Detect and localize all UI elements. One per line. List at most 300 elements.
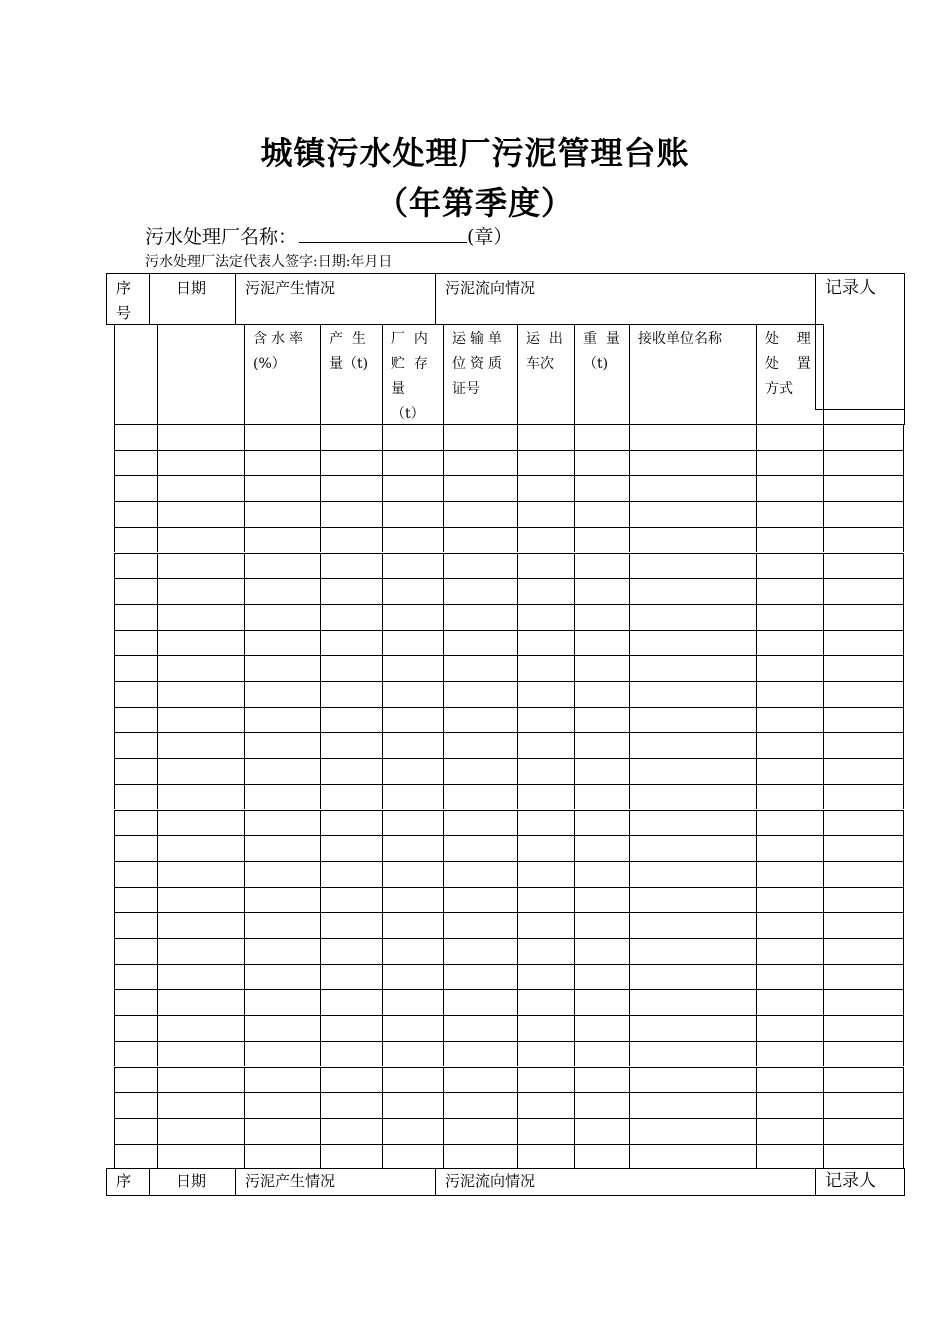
table-cell[interactable] bbox=[756, 501, 823, 527]
table-cell[interactable] bbox=[629, 527, 756, 553]
table-cell[interactable] bbox=[517, 655, 574, 681]
table-cell[interactable] bbox=[244, 758, 320, 784]
table-cell[interactable] bbox=[756, 604, 823, 630]
table-cell[interactable] bbox=[157, 758, 244, 784]
table-cell[interactable] bbox=[382, 655, 443, 681]
table-cell[interactable] bbox=[756, 655, 823, 681]
table-cell[interactable] bbox=[574, 758, 629, 784]
table-cell[interactable] bbox=[157, 989, 244, 1015]
table-cell[interactable] bbox=[320, 784, 382, 810]
table-cell[interactable] bbox=[629, 1041, 756, 1067]
table-cell[interactable] bbox=[244, 527, 320, 553]
table-cell[interactable] bbox=[823, 450, 904, 476]
table-cell[interactable] bbox=[382, 887, 443, 913]
table-cell[interactable] bbox=[320, 810, 382, 836]
table-cell[interactable] bbox=[382, 604, 443, 630]
table-cell[interactable] bbox=[756, 527, 823, 553]
table-cell[interactable] bbox=[823, 475, 904, 501]
table-cell[interactable] bbox=[114, 887, 157, 913]
table-cell[interactable] bbox=[382, 758, 443, 784]
table-cell[interactable] bbox=[517, 501, 574, 527]
table-cell[interactable] bbox=[823, 1067, 904, 1093]
table-cell[interactable] bbox=[629, 578, 756, 604]
table-cell[interactable] bbox=[517, 835, 574, 861]
table-cell[interactable] bbox=[382, 475, 443, 501]
table-cell[interactable] bbox=[517, 861, 574, 887]
table-cell[interactable] bbox=[574, 887, 629, 913]
table-cell[interactable] bbox=[244, 604, 320, 630]
table-cell[interactable] bbox=[157, 1041, 244, 1067]
table-cell[interactable] bbox=[244, 1118, 320, 1144]
table-cell[interactable] bbox=[756, 912, 823, 938]
table-cell[interactable] bbox=[574, 655, 629, 681]
table-cell[interactable] bbox=[574, 1015, 629, 1041]
table-cell[interactable] bbox=[756, 964, 823, 990]
table-cell[interactable] bbox=[320, 835, 382, 861]
table-cell[interactable] bbox=[244, 655, 320, 681]
table-cell[interactable] bbox=[114, 1041, 157, 1067]
table-cell[interactable] bbox=[114, 450, 157, 476]
table-cell[interactable] bbox=[114, 938, 157, 964]
table-cell[interactable] bbox=[629, 1118, 756, 1144]
table-cell[interactable] bbox=[157, 810, 244, 836]
table-cell[interactable] bbox=[756, 861, 823, 887]
table-cell[interactable] bbox=[157, 707, 244, 733]
table-cell[interactable] bbox=[517, 989, 574, 1015]
table-cell[interactable] bbox=[823, 835, 904, 861]
table-cell[interactable] bbox=[157, 475, 244, 501]
table-cell[interactable] bbox=[629, 630, 756, 656]
table-cell[interactable] bbox=[517, 578, 574, 604]
table-cell[interactable] bbox=[382, 861, 443, 887]
table-cell[interactable] bbox=[443, 424, 517, 450]
table-cell[interactable] bbox=[114, 1067, 157, 1093]
table-cell[interactable] bbox=[157, 912, 244, 938]
table-cell[interactable] bbox=[382, 1041, 443, 1067]
table-cell[interactable] bbox=[320, 655, 382, 681]
table-cell[interactable] bbox=[756, 578, 823, 604]
table-cell[interactable] bbox=[443, 989, 517, 1015]
table-cell[interactable] bbox=[443, 912, 517, 938]
table-cell[interactable] bbox=[114, 989, 157, 1015]
table-cell[interactable] bbox=[244, 1041, 320, 1067]
table-cell[interactable] bbox=[823, 784, 904, 810]
table-cell[interactable] bbox=[756, 887, 823, 913]
table-cell[interactable] bbox=[629, 1015, 756, 1041]
table-cell[interactable] bbox=[443, 1144, 517, 1170]
table-cell[interactable] bbox=[443, 1015, 517, 1041]
table-cell[interactable] bbox=[629, 887, 756, 913]
table-cell[interactable] bbox=[114, 1015, 157, 1041]
table-cell[interactable] bbox=[574, 1067, 629, 1093]
table-cell[interactable] bbox=[517, 758, 574, 784]
table-cell[interactable] bbox=[756, 1144, 823, 1170]
table-cell[interactable] bbox=[382, 501, 443, 527]
table-cell[interactable] bbox=[443, 578, 517, 604]
table-cell[interactable] bbox=[157, 732, 244, 758]
table-cell[interactable] bbox=[382, 938, 443, 964]
table-cell[interactable] bbox=[244, 912, 320, 938]
table-cell[interactable] bbox=[574, 1118, 629, 1144]
table-cell[interactable] bbox=[320, 861, 382, 887]
table-cell[interactable] bbox=[443, 861, 517, 887]
table-cell[interactable] bbox=[157, 681, 244, 707]
table-cell[interactable] bbox=[443, 553, 517, 579]
table-cell[interactable] bbox=[244, 1015, 320, 1041]
table-cell[interactable] bbox=[574, 1041, 629, 1067]
table-cell[interactable] bbox=[629, 1092, 756, 1118]
table-cell[interactable] bbox=[629, 912, 756, 938]
table-cell[interactable] bbox=[517, 912, 574, 938]
table-cell[interactable] bbox=[574, 938, 629, 964]
table-cell[interactable] bbox=[114, 964, 157, 990]
plant-name-blank[interactable] bbox=[299, 224, 467, 243]
table-cell[interactable] bbox=[443, 1041, 517, 1067]
table-cell[interactable] bbox=[443, 501, 517, 527]
table-cell[interactable] bbox=[382, 1118, 443, 1144]
table-cell[interactable] bbox=[823, 1118, 904, 1144]
table-cell[interactable] bbox=[114, 1118, 157, 1144]
table-cell[interactable] bbox=[320, 758, 382, 784]
table-cell[interactable] bbox=[443, 810, 517, 836]
table-cell[interactable] bbox=[320, 732, 382, 758]
table-cell[interactable] bbox=[382, 630, 443, 656]
table-cell[interactable] bbox=[823, 964, 904, 990]
table-cell[interactable] bbox=[443, 784, 517, 810]
table-cell[interactable] bbox=[382, 732, 443, 758]
table-cell[interactable] bbox=[157, 424, 244, 450]
table-cell[interactable] bbox=[574, 912, 629, 938]
table-cell[interactable] bbox=[823, 630, 904, 656]
table-cell[interactable] bbox=[574, 424, 629, 450]
table-cell[interactable] bbox=[629, 938, 756, 964]
table-cell[interactable] bbox=[517, 1092, 574, 1118]
table-cell[interactable] bbox=[823, 527, 904, 553]
table-cell[interactable] bbox=[320, 553, 382, 579]
table-cell[interactable] bbox=[574, 527, 629, 553]
table-cell[interactable] bbox=[756, 1015, 823, 1041]
table-cell[interactable] bbox=[114, 604, 157, 630]
table-cell[interactable] bbox=[443, 887, 517, 913]
table-cell[interactable] bbox=[114, 784, 157, 810]
table-cell[interactable] bbox=[244, 475, 320, 501]
table-cell[interactable] bbox=[517, 681, 574, 707]
table-cell[interactable] bbox=[320, 1067, 382, 1093]
table-cell[interactable] bbox=[574, 501, 629, 527]
table-cell[interactable] bbox=[382, 810, 443, 836]
table-cell[interactable] bbox=[823, 578, 904, 604]
table-cell[interactable] bbox=[382, 1092, 443, 1118]
table-cell[interactable] bbox=[157, 527, 244, 553]
table-cell[interactable] bbox=[114, 861, 157, 887]
table-cell[interactable] bbox=[756, 450, 823, 476]
table-cell[interactable] bbox=[244, 810, 320, 836]
table-cell[interactable] bbox=[823, 1092, 904, 1118]
table-cell[interactable] bbox=[114, 424, 157, 450]
table-cell[interactable] bbox=[517, 810, 574, 836]
table-cell[interactable] bbox=[320, 681, 382, 707]
table-cell[interactable] bbox=[382, 681, 443, 707]
table-cell[interactable] bbox=[629, 784, 756, 810]
table-cell[interactable] bbox=[320, 1092, 382, 1118]
table-cell[interactable] bbox=[574, 553, 629, 579]
table-cell[interactable] bbox=[574, 835, 629, 861]
table-cell[interactable] bbox=[629, 1144, 756, 1170]
table-cell[interactable] bbox=[382, 450, 443, 476]
table-cell[interactable] bbox=[114, 835, 157, 861]
table-cell[interactable] bbox=[244, 861, 320, 887]
table-cell[interactable] bbox=[382, 784, 443, 810]
table-cell[interactable] bbox=[244, 887, 320, 913]
table-cell[interactable] bbox=[629, 655, 756, 681]
table-cell[interactable] bbox=[823, 655, 904, 681]
table-cell[interactable] bbox=[443, 938, 517, 964]
table-cell[interactable] bbox=[244, 578, 320, 604]
table-cell[interactable] bbox=[244, 681, 320, 707]
table-cell[interactable] bbox=[823, 1041, 904, 1067]
table-cell[interactable] bbox=[157, 1067, 244, 1093]
table-cell[interactable] bbox=[574, 475, 629, 501]
table-cell[interactable] bbox=[382, 964, 443, 990]
table-cell[interactable] bbox=[320, 912, 382, 938]
table-cell[interactable] bbox=[382, 989, 443, 1015]
table-cell[interactable] bbox=[823, 1144, 904, 1170]
table-cell[interactable] bbox=[320, 1118, 382, 1144]
table-cell[interactable] bbox=[157, 861, 244, 887]
table-cell[interactable] bbox=[382, 707, 443, 733]
table-cell[interactable] bbox=[114, 527, 157, 553]
table-cell[interactable] bbox=[517, 732, 574, 758]
table-cell[interactable] bbox=[756, 707, 823, 733]
table-cell[interactable] bbox=[823, 758, 904, 784]
table-cell[interactable] bbox=[320, 887, 382, 913]
table-cell[interactable] bbox=[823, 1015, 904, 1041]
table-cell[interactable] bbox=[443, 681, 517, 707]
table-cell[interactable] bbox=[443, 655, 517, 681]
table-cell[interactable] bbox=[443, 758, 517, 784]
table-cell[interactable] bbox=[756, 1118, 823, 1144]
table-cell[interactable] bbox=[114, 912, 157, 938]
table-cell[interactable] bbox=[443, 630, 517, 656]
table-cell[interactable] bbox=[443, 527, 517, 553]
table-cell[interactable] bbox=[157, 450, 244, 476]
table-cell[interactable] bbox=[157, 1092, 244, 1118]
table-cell[interactable] bbox=[443, 604, 517, 630]
table-cell[interactable] bbox=[320, 424, 382, 450]
table-cell[interactable] bbox=[517, 1015, 574, 1041]
table-cell[interactable] bbox=[517, 630, 574, 656]
table-cell[interactable] bbox=[244, 989, 320, 1015]
table-cell[interactable] bbox=[244, 964, 320, 990]
table-cell[interactable] bbox=[756, 732, 823, 758]
table-cell[interactable] bbox=[517, 964, 574, 990]
table-cell[interactable] bbox=[823, 707, 904, 733]
table-cell[interactable] bbox=[517, 475, 574, 501]
table-cell[interactable] bbox=[756, 784, 823, 810]
table-cell[interactable] bbox=[382, 553, 443, 579]
table-cell[interactable] bbox=[157, 1015, 244, 1041]
table-cell[interactable] bbox=[629, 604, 756, 630]
table-cell[interactable] bbox=[823, 501, 904, 527]
table-cell[interactable] bbox=[114, 681, 157, 707]
table-cell[interactable] bbox=[756, 475, 823, 501]
table-cell[interactable] bbox=[517, 527, 574, 553]
table-cell[interactable] bbox=[574, 450, 629, 476]
table-cell[interactable] bbox=[574, 630, 629, 656]
table-cell[interactable] bbox=[244, 938, 320, 964]
table-cell[interactable] bbox=[443, 1067, 517, 1093]
table-cell[interactable] bbox=[629, 681, 756, 707]
table-cell[interactable] bbox=[629, 989, 756, 1015]
table-cell[interactable] bbox=[157, 938, 244, 964]
table-cell[interactable] bbox=[629, 450, 756, 476]
table-cell[interactable] bbox=[114, 732, 157, 758]
table-cell[interactable] bbox=[629, 553, 756, 579]
table-cell[interactable] bbox=[629, 861, 756, 887]
table-cell[interactable] bbox=[823, 681, 904, 707]
table-cell[interactable] bbox=[320, 1041, 382, 1067]
table-cell[interactable] bbox=[629, 501, 756, 527]
table-cell[interactable] bbox=[320, 989, 382, 1015]
table-cell[interactable] bbox=[382, 835, 443, 861]
table-cell[interactable] bbox=[629, 1067, 756, 1093]
table-cell[interactable] bbox=[574, 732, 629, 758]
table-cell[interactable] bbox=[756, 758, 823, 784]
table-cell[interactable] bbox=[244, 553, 320, 579]
table-cell[interactable] bbox=[443, 450, 517, 476]
table-cell[interactable] bbox=[629, 475, 756, 501]
table-cell[interactable] bbox=[244, 630, 320, 656]
table-cell[interactable] bbox=[157, 784, 244, 810]
table-cell[interactable] bbox=[443, 707, 517, 733]
table-cell[interactable] bbox=[157, 578, 244, 604]
table-cell[interactable] bbox=[320, 450, 382, 476]
table-cell[interactable] bbox=[574, 989, 629, 1015]
table-cell[interactable] bbox=[517, 707, 574, 733]
table-cell[interactable] bbox=[244, 784, 320, 810]
table-cell[interactable] bbox=[823, 938, 904, 964]
table-cell[interactable] bbox=[157, 887, 244, 913]
table-cell[interactable] bbox=[157, 655, 244, 681]
table-cell[interactable] bbox=[756, 1041, 823, 1067]
table-cell[interactable] bbox=[320, 1144, 382, 1170]
table-cell[interactable] bbox=[320, 501, 382, 527]
table-cell[interactable] bbox=[114, 630, 157, 656]
table-cell[interactable] bbox=[574, 1092, 629, 1118]
table-cell[interactable] bbox=[517, 553, 574, 579]
table-cell[interactable] bbox=[629, 964, 756, 990]
table-cell[interactable] bbox=[114, 475, 157, 501]
table-cell[interactable] bbox=[517, 424, 574, 450]
table-cell[interactable] bbox=[756, 424, 823, 450]
table-cell[interactable] bbox=[382, 1067, 443, 1093]
table-cell[interactable] bbox=[114, 810, 157, 836]
table-cell[interactable] bbox=[756, 938, 823, 964]
table-cell[interactable] bbox=[382, 912, 443, 938]
table-cell[interactable] bbox=[629, 732, 756, 758]
table-cell[interactable] bbox=[244, 1092, 320, 1118]
table-cell[interactable] bbox=[320, 578, 382, 604]
table-cell[interactable] bbox=[823, 989, 904, 1015]
table-cell[interactable] bbox=[320, 527, 382, 553]
table-cell[interactable] bbox=[823, 912, 904, 938]
table-cell[interactable] bbox=[443, 1118, 517, 1144]
table-cell[interactable] bbox=[244, 732, 320, 758]
table-cell[interactable] bbox=[756, 810, 823, 836]
table-cell[interactable] bbox=[443, 732, 517, 758]
table-cell[interactable] bbox=[443, 1092, 517, 1118]
table-cell[interactable] bbox=[114, 578, 157, 604]
table-cell[interactable] bbox=[823, 604, 904, 630]
table-cell[interactable] bbox=[517, 1067, 574, 1093]
table-cell[interactable] bbox=[756, 989, 823, 1015]
table-cell[interactable] bbox=[823, 424, 904, 450]
table-cell[interactable] bbox=[382, 527, 443, 553]
table-cell[interactable] bbox=[157, 1118, 244, 1144]
table-cell[interactable] bbox=[244, 835, 320, 861]
table-cell[interactable] bbox=[574, 1144, 629, 1170]
table-cell[interactable] bbox=[823, 887, 904, 913]
table-cell[interactable] bbox=[157, 1144, 244, 1170]
table-cell[interactable] bbox=[157, 630, 244, 656]
table-cell[interactable] bbox=[629, 758, 756, 784]
table-cell[interactable] bbox=[517, 1041, 574, 1067]
table-cell[interactable] bbox=[320, 475, 382, 501]
table-cell[interactable] bbox=[756, 1092, 823, 1118]
table-cell[interactable] bbox=[629, 835, 756, 861]
table-cell[interactable] bbox=[574, 861, 629, 887]
table-cell[interactable] bbox=[320, 707, 382, 733]
table-cell[interactable] bbox=[823, 861, 904, 887]
table-cell[interactable] bbox=[114, 1144, 157, 1170]
table-cell[interactable] bbox=[382, 424, 443, 450]
table-cell[interactable] bbox=[517, 450, 574, 476]
table-cell[interactable] bbox=[756, 630, 823, 656]
table-cell[interactable] bbox=[443, 835, 517, 861]
table-cell[interactable] bbox=[574, 578, 629, 604]
table-cell[interactable] bbox=[320, 630, 382, 656]
table-cell[interactable] bbox=[574, 681, 629, 707]
table-cell[interactable] bbox=[382, 578, 443, 604]
table-cell[interactable] bbox=[756, 681, 823, 707]
table-cell[interactable] bbox=[517, 887, 574, 913]
table-cell[interactable] bbox=[244, 1067, 320, 1093]
table-cell[interactable] bbox=[629, 810, 756, 836]
table-cell[interactable] bbox=[629, 707, 756, 733]
table-cell[interactable] bbox=[244, 501, 320, 527]
table-cell[interactable] bbox=[823, 553, 904, 579]
table-cell[interactable] bbox=[157, 835, 244, 861]
table-cell[interactable] bbox=[114, 758, 157, 784]
table-cell[interactable] bbox=[517, 938, 574, 964]
table-cell[interactable] bbox=[517, 1144, 574, 1170]
table-cell[interactable] bbox=[244, 1144, 320, 1170]
table-cell[interactable] bbox=[382, 1144, 443, 1170]
table-cell[interactable] bbox=[114, 707, 157, 733]
table-cell[interactable] bbox=[756, 835, 823, 861]
table-cell[interactable] bbox=[114, 655, 157, 681]
table-cell[interactable] bbox=[443, 964, 517, 990]
table-cell[interactable] bbox=[320, 604, 382, 630]
table-cell[interactable] bbox=[244, 707, 320, 733]
table-cell[interactable] bbox=[244, 424, 320, 450]
table-cell[interactable] bbox=[382, 1015, 443, 1041]
table-cell[interactable] bbox=[574, 707, 629, 733]
table-cell[interactable] bbox=[756, 553, 823, 579]
table-cell[interactable] bbox=[574, 810, 629, 836]
table-cell[interactable] bbox=[244, 450, 320, 476]
table-cell[interactable] bbox=[517, 604, 574, 630]
